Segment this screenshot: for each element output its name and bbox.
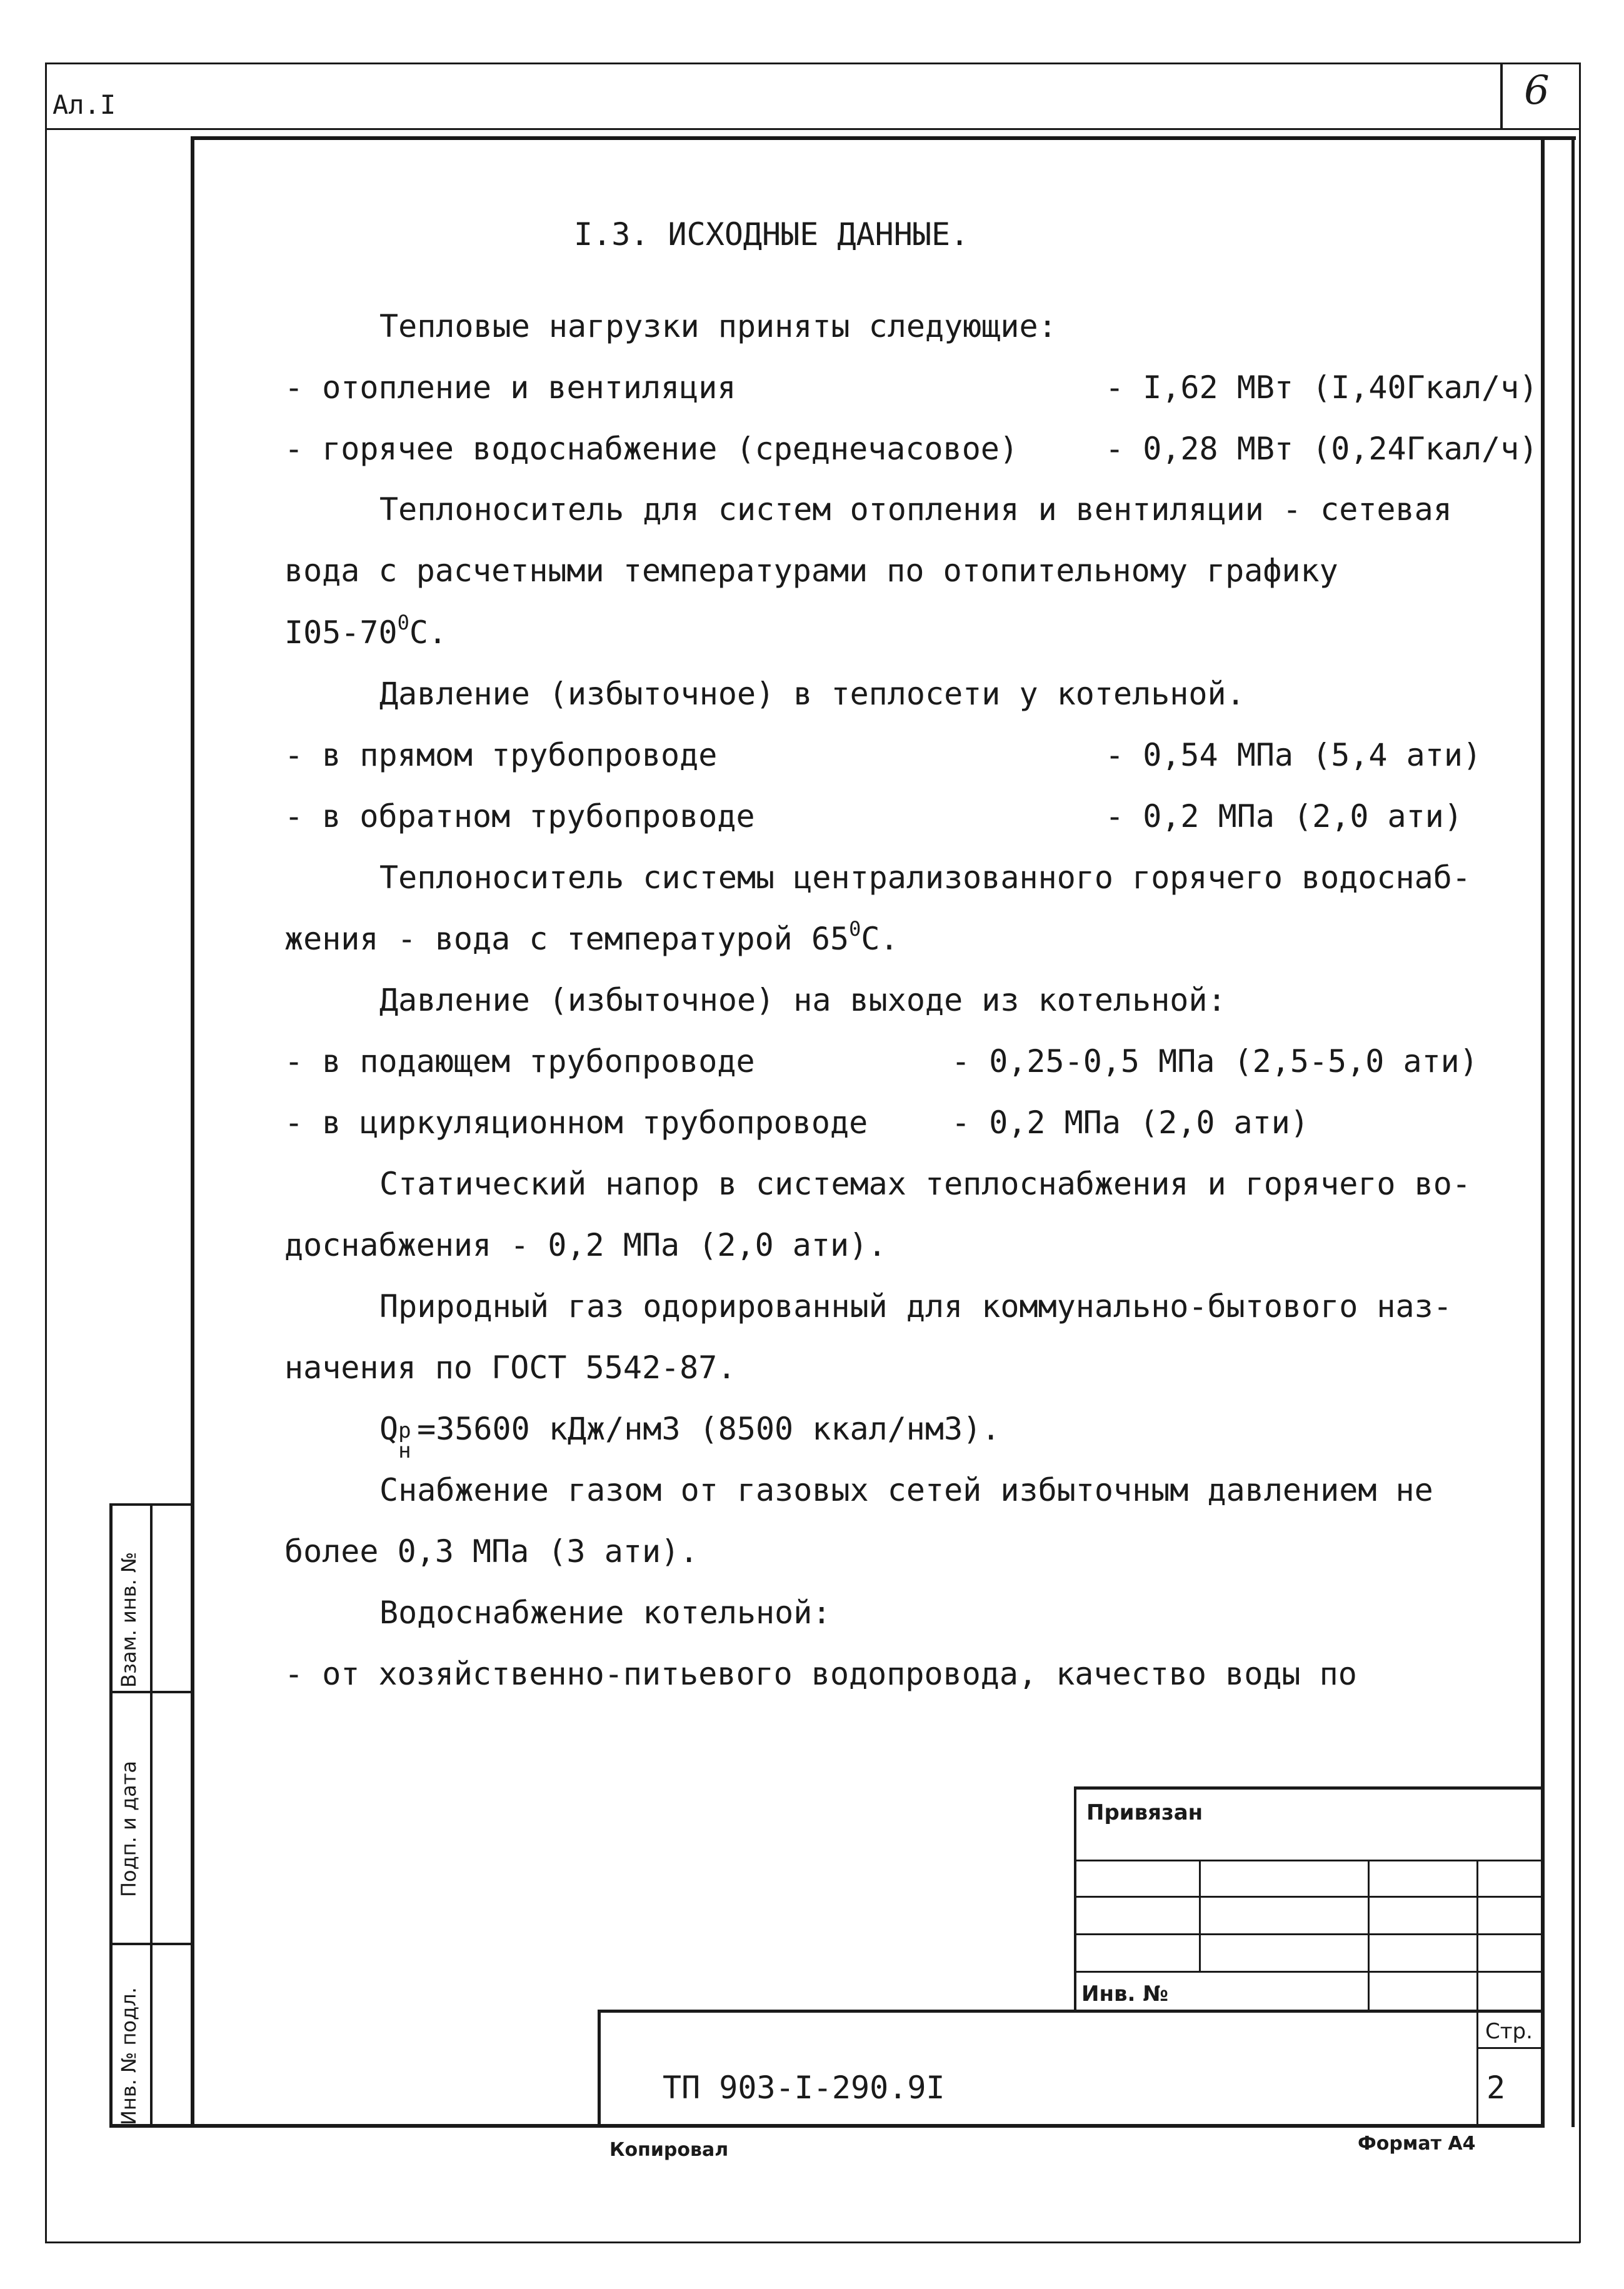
pressure-return-value: - 0,2 МПа (2,0 ати)	[1105, 798, 1463, 834]
pressure-supply-label: - в прямом трубопроводе	[284, 737, 718, 773]
stamp-left	[1074, 1786, 1076, 2011]
page-number: 2	[1486, 2070, 1506, 2106]
code-box-left	[598, 2010, 601, 2127]
paragraph-gas-line1: Природный газ одорированный для коммунально-бытового наз-	[379, 1288, 1452, 1325]
page-number-box-divider	[1500, 63, 1503, 130]
footer-format: Формат А4	[1358, 2133, 1476, 2155]
paragraph-coolant-line2: вода с расчетными температурами по отопительному графику	[284, 553, 1338, 589]
load-heating-value: - I,62 МВт (I,40Гкал/ч)	[1105, 369, 1538, 406]
paragraph-loads: Тепловые нагрузки приняты следующие:	[379, 308, 1057, 344]
stamp-inv-no: Инв. №	[1081, 1981, 1169, 2006]
footer-kopiroval: Копировал	[609, 2139, 729, 2161]
document-code: ТП 903-I-290.9I	[663, 2070, 945, 2106]
outer-border-right	[1579, 63, 1581, 2243]
side-stamp-inner	[150, 1503, 153, 2127]
side-stamp-outer	[109, 1503, 113, 2127]
paragraph-gas-line2: начения по ГОСТ 5542-87.	[284, 1350, 736, 1386]
frame-left	[191, 136, 194, 2127]
paragraph-water-supply: Водоснабжение котельной:	[379, 1595, 831, 1631]
paragraph-gas-supply-line2: более 0,3 МПа (3 ати).	[284, 1533, 699, 1570]
paragraph-hot-water-line1: Теплоноситель системы централизованного горячего водоснаб-	[379, 859, 1471, 896]
side-stamp-div1	[109, 1691, 194, 1693]
paragraph-pressure-network: Давление (избыточное) в теплосети у котельной.	[379, 676, 1245, 712]
stamp-row4	[1074, 1971, 1545, 1973]
frame-right-outer	[1571, 136, 1575, 2127]
water-supply-item: - от хозяйственно-питьевого водопровода, качество воды по	[284, 1656, 1357, 1692]
paragraph-pressure-outlet: Давление (избыточное) на выходе из котельной:	[379, 982, 1226, 1018]
stamp-row3	[1074, 1933, 1545, 1935]
stamp-row1	[1074, 1860, 1545, 1861]
stamp-col3	[1476, 1860, 1478, 2127]
pressure-feed-value: - 0,25-0,5 МПа (2,5-5,0 ати)	[951, 1043, 1478, 1079]
outer-border-left	[45, 63, 47, 2243]
stamp-privyazan: Привязан	[1086, 1800, 1203, 1825]
pressure-return-label: - в обратном трубопроводе	[284, 798, 755, 834]
stamp-top	[1074, 1786, 1545, 1790]
load-hot-water-label: - горячее водоснабжение (среднечасовое)	[284, 431, 1018, 467]
pressure-circulation-value: - 0,2 МПа (2,0 ати)	[951, 1104, 1309, 1141]
sheet-label: Ал.I	[53, 89, 116, 120]
code-box-top	[598, 2010, 1545, 2013]
side-podp-data: Подп. и дата	[117, 1761, 141, 1897]
side-stamp-div2	[109, 1943, 194, 1945]
frame-right	[1541, 136, 1545, 2127]
frame-bottom	[109, 2124, 1545, 2128]
paragraph-static-head-line2: доснабжения - 0,2 МПа (2,0 ати).	[284, 1227, 887, 1263]
pressure-circulation-label: - в циркуляционном трубопроводе	[284, 1104, 868, 1141]
paragraph-hot-water-line2: жения - вода с температурой $65^0С$.	[284, 917, 899, 957]
page-cell-divider	[1476, 2047, 1545, 2049]
side-inv-podl: Инв. № подл.	[117, 1987, 141, 2125]
paragraph-coolant-line3: $I05-70^0С$.	[284, 611, 448, 651]
frame-top	[191, 136, 1576, 140]
load-hot-water-value: - 0,28 МВт (0,24Гкал/ч)	[1105, 431, 1538, 467]
load-heating-label: - отопление и вентиляция	[284, 369, 736, 406]
pressure-supply-value: - 0,54 МПа (5,4 ати)	[1105, 737, 1482, 773]
paragraph-static-head-line1: Статический напор в системах теплоснабжения и горячего во-	[379, 1166, 1471, 1202]
side-vzam-inv: Взам. инв. №	[117, 1551, 141, 1688]
stamp-col2	[1368, 1860, 1370, 2010]
outer-border-top	[45, 63, 1580, 64]
outer-border-bottom	[45, 2241, 1580, 2243]
page-label: Стр.	[1485, 2019, 1533, 2044]
side-stamp-top	[109, 1503, 194, 1506]
stamp-row2	[1074, 1896, 1545, 1898]
section-title: I.3. ИСХОДНЫЕ ДАННЫЕ.	[574, 216, 970, 253]
pressure-feed-label: - в подающем трубопроводе	[284, 1043, 755, 1079]
header-line	[45, 128, 1580, 130]
page-number-handwritten: 6	[1524, 68, 1550, 114]
paragraph-gas-supply-line1: Снабжение газом от газовых сетей избыточным давлением не	[379, 1472, 1433, 1508]
paragraph-coolant-line1: Теплоноситель для систем отопления и вентиляции - сетевая	[379, 491, 1452, 528]
gas-calorific-value: Q р н =35600 кДж/нм3 (8500 ккал/нм3).	[379, 1411, 1001, 1463]
stamp-col1	[1199, 1860, 1201, 1972]
